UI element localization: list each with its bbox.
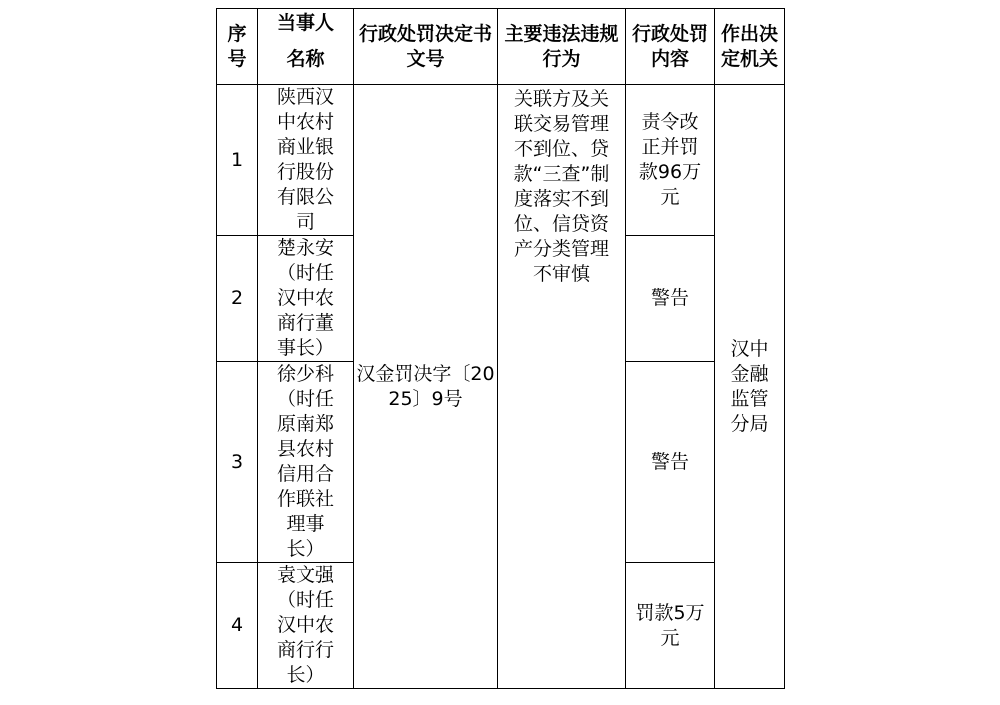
- violation-text: 关联方及关联交易管理不到位、贷款“三查”制度落实不到位、信贷资产分类管理不审慎: [513, 88, 610, 285]
- row-seq: 3: [217, 362, 258, 563]
- header-party: [258, 9, 354, 85]
- header-seq: [217, 9, 258, 85]
- header-violation-text: 主要违法违规行为: [504, 22, 619, 70]
- violation-cell: [498, 85, 626, 689]
- authority-text: 汉中金融监管分局: [730, 337, 769, 435]
- penalty-content: 警告: [626, 236, 715, 362]
- decision-number: 汉金罚决字〔2025〕9号: [356, 362, 495, 410]
- row-seq: 1: [217, 85, 258, 236]
- header-seq-line1: 序: [227, 22, 247, 45]
- party-name: 袁文强（时任汉中农商行行长）: [258, 563, 354, 689]
- header-penalty-content: [626, 9, 715, 85]
- header-penalty-content-text: 行政处罚内容: [631, 22, 708, 70]
- header-row: [217, 9, 785, 85]
- party-name: 徐少科（时任原南郑县农村信用合作联社理事长）: [258, 362, 354, 563]
- party-name: 陕西汉中农村商业银行股份有限公司: [258, 85, 354, 236]
- header-authority: [715, 9, 785, 85]
- header-party-line2: 名称: [286, 47, 325, 70]
- penalty-content: 罚款5万元: [626, 563, 715, 689]
- penalty-content: 警告: [626, 362, 715, 563]
- header-party-line1: 当事人: [276, 11, 334, 34]
- decision-number-cell: [354, 85, 498, 689]
- header-seq-line2: 号: [227, 47, 247, 70]
- header-violation: [498, 9, 626, 85]
- table-row: [217, 85, 785, 236]
- header-decision-number: [354, 9, 498, 85]
- header-authority-text: 作出决定机关: [720, 22, 778, 70]
- row-seq: 2: [217, 236, 258, 362]
- row-seq: 4: [217, 563, 258, 689]
- penalty-content: 责令改正并罚款96万元: [626, 85, 715, 236]
- header-decision-number-text: 行政处罚决定书文号: [358, 22, 492, 70]
- authority-cell: [715, 85, 785, 689]
- penalty-table: [216, 8, 785, 689]
- party-name: 楚永安（时任汉中农商行董事长）: [258, 236, 354, 362]
